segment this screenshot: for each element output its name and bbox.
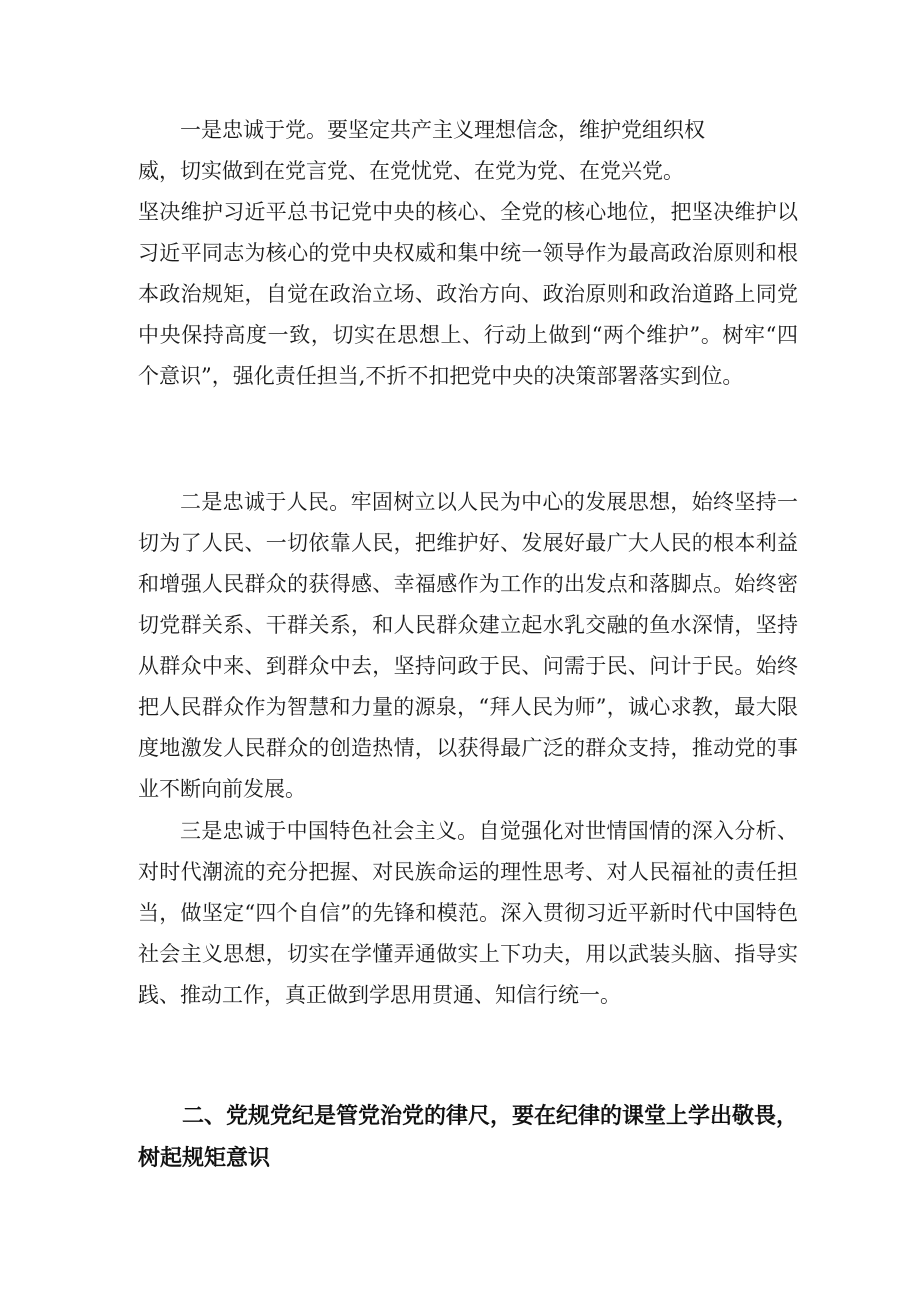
section-heading xyxy=(138,1096,798,1180)
section-heading-text: 二、党规党纪是管党治党的律尺，要在纪律的课堂上学出敬畏，树起规矩意识 xyxy=(138,1104,799,1171)
paragraph-loyalty-to-party xyxy=(138,110,798,192)
paragraph-loyalty-to-people xyxy=(138,482,798,810)
paragraph-two-safeguards-text: 坚决维护习近平总书记党中央的核心、全党的核心地位，把坚决维护以习近平同志为核心的党中央权威和集中统一领导作为最高政治原则和根本政治规矩，自觉在政治立场、政治方向、政治原则和政治道路上同党中央保持高度一致，切实在思想上、行动上做到“两个维护”。树牢“四个意识”，强化责任担当,不折不扣把党中央的决策部署落实到位。 xyxy=(138,200,798,388)
paragraph-loyalty-to-socialism xyxy=(138,811,798,1016)
paragraph-loyalty-to-party-line1: 一是忠诚于党。要坚定共产主义理想信念，维护党组织权 xyxy=(180,118,705,142)
paragraph-loyalty-to-people-text: 二是忠诚于人民。牢固树立以人民为中心的发展思想，始终坚持一切为了人民、一切依靠人民，把维护好、发展好最广大人民的根本利益和增强人民群众的获得感、幸福感作为工作的出发点和落脚点。始终密切党群关系、干群关系，和人民群众建立起水乳交融的鱼水深情，坚持从群众中来、到群众中去，坚持问政于民、问需于民、问计于民。始终把人民群众作为智慧和力量的源泉，“拜人民为师”，诚心求教，最大限度地激发人民群众的创造热情，以获得最广泛的群众支持，推动党的事业不断向前发展。 xyxy=(138,490,798,801)
paragraph-loyalty-to-socialism-text: 三是忠诚于中国特色社会主义。自觉强化对世情国情的深入分析、对时代潮流的充分把握、对民族命运的理性思考、对人民福祉的责任担当，做坚定“四个自信”的先锋和模范。深入贯彻习近平新时代中国特色社会主义思想，切实在学懂弄通做实上下功夫，用以武装头脑、指导实践、推动工作，真正做到学思用贯通、知信行统一。 xyxy=(138,819,798,1007)
paragraph-loyalty-to-party-line2: 威，切实做到在党言党、在党忧党、在党为党、在党兴党。 xyxy=(138,159,684,183)
paragraph-two-safeguards xyxy=(138,192,798,397)
